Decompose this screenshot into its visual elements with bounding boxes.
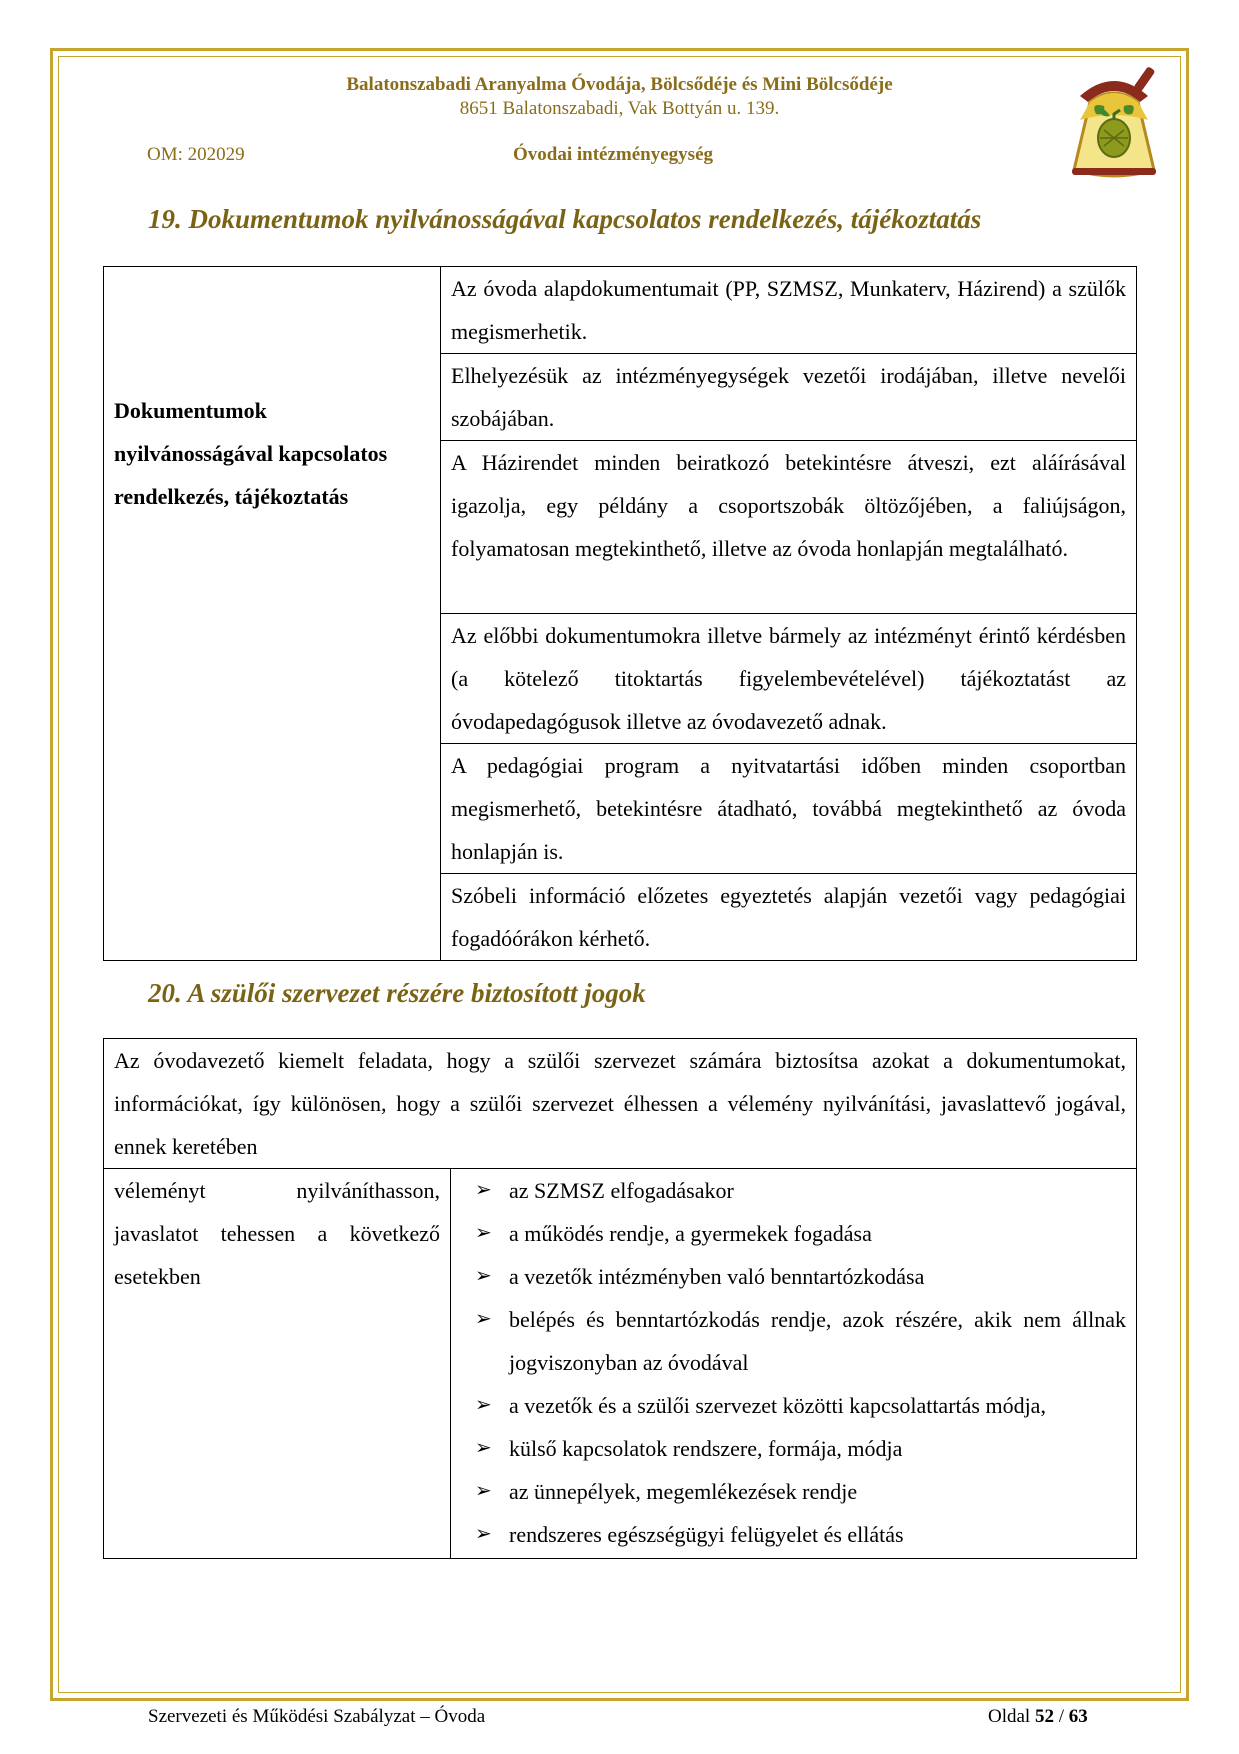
list-item: ➢ a vezetők intézményben való benntartózkodása	[475, 1255, 1126, 1298]
table1-row-text: A pedagógiai program a nyitvatartási időben minden csoportban megismerhető, betekintésre átadható, továbbá megtekinthető az óvoda honlapján is.	[441, 744, 1137, 874]
parent-rights-table	[103, 1038, 1148, 1559]
table1-row-text: Az óvoda alapdokumentumait (PP, SZMSZ, Munkaterv, Házirend) a szülők megismerhetik.	[441, 267, 1137, 354]
left-cell-line: nyilvánosságával kapcsolatos	[114, 441, 388, 466]
total-pages: 63	[1068, 1706, 1088, 1727]
arrow-bullet-icon: ➢	[475, 1480, 492, 1502]
arrow-bullet-icon: ➢	[475, 1222, 492, 1244]
table1-row-text: Szóbeli információ előzetes egyeztetés alapján vezetői vagy pedagógiai fogadóórákon kérhető.	[441, 874, 1137, 961]
institution-address: 8651 Balatonszabadi, Vak Bottyán u. 139.	[459, 98, 780, 119]
cases-list	[451, 1169, 1148, 1559]
unit-name: Óvodai intézményegység	[513, 144, 714, 165]
footer-page-number	[988, 1706, 1088, 1728]
table1-row-text: Elhelyezésük az intézményegységek vezetői irodájában, illetve nevelői szobájában.	[441, 354, 1137, 441]
list-item: ➢ az SZMSZ elfogadásakor	[475, 1169, 1126, 1212]
cases-label: véleményt nyilváníthasson, javaslatot tehessen a következő esetekben	[104, 1169, 451, 1559]
left-cell-line: Dokumentumok	[114, 398, 267, 423]
arrow-bullet-icon: ➢	[475, 1394, 492, 1416]
table1-left-cell	[104, 267, 441, 961]
list-item: ➢ rendszeres egészségügyi felügyelet és ellátás	[475, 1513, 1126, 1556]
list-item: ➢ belépés és benntartózkodás rendje, azok részére, akik nem állnak jogviszonyban az óvodával	[475, 1298, 1126, 1384]
list-item: ➢ az ünnepélyek, megemlékezések rendje	[475, 1470, 1126, 1513]
list-item: ➢ a működés rendje, a gyermekek fogadása	[475, 1212, 1126, 1255]
arrow-bullet-icon: ➢	[475, 1437, 492, 1459]
arrow-bullet-icon: ➢	[475, 1308, 492, 1330]
section19-title: 19. Dokumentumok nyilvánosságával kapcsolatos rendelkezés, tájékoztatás	[148, 204, 982, 234]
list-item: ➢ külső kapcsolatok rendszere, formája, módja	[475, 1427, 1126, 1470]
documents-publicity-table	[103, 266, 1137, 961]
page-label: Oldal	[988, 1706, 1031, 1727]
table-row	[104, 1169, 1137, 1559]
table1-row-text: A Házirendet minden beiratkozó betekintésre átveszi, ezt aláírásával igazolja, egy példány a csoportszobák öltözőjében, a faliújságon, folyamatosan megtekinthető, illetve az óvoda honlapján megtalálható.	[441, 441, 1137, 614]
table-row	[104, 267, 1137, 354]
arrow-bullet-icon: ➢	[475, 1265, 492, 1287]
institution-name: Balatonszabadi Aranyalma Óvodája, Bölcsődéje és Mini Bölcsődéje	[346, 74, 893, 95]
intro-text: Az óvodavezető kiemelt feladata, hogy a szülői szervezet számára biztosítsa azokat a dokumentumokat, információkat, így különösen, hogy a szülői szervezet élhessen a vélemény nyilvánítási, javaslattevő jogával, ennek keretében	[104, 1039, 1137, 1169]
footer-doc-title: Szervezeti és Működési Szabályzat – Óvoda	[148, 1706, 486, 1727]
golden-apple-bell-logo-icon	[1060, 62, 1168, 186]
table1-row-text: Az előbbi dokumentumokra illetve bármely az intézményt érintő kérdésben (a kötelező titoktartás figyelembevételével) tájékoztatást az óvodapedagógusok illetve az óvodavezető adnak.	[441, 614, 1137, 744]
page-separator: /	[1058, 1706, 1064, 1727]
list-item: ➢ a vezetők és a szülői szervezet közötti kapcsolattartás módja,	[475, 1384, 1126, 1427]
current-page: 52	[1034, 1706, 1054, 1727]
arrow-bullet-icon: ➢	[475, 1523, 492, 1545]
section20-title: 20. A szülői szervezet részére biztosított jogok	[148, 978, 646, 1008]
left-cell-line: rendelkezés, tájékoztatás	[114, 484, 349, 509]
table-row	[104, 1039, 1137, 1169]
om-number: OM: 202029	[147, 144, 245, 165]
arrow-bullet-icon: ➢	[475, 1179, 492, 1201]
